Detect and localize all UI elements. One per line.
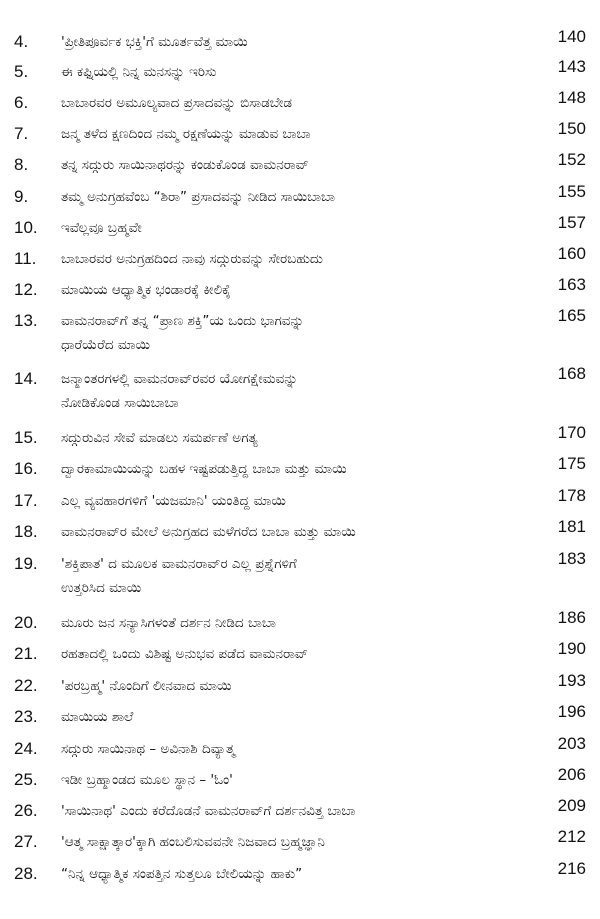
entry-number: 28.: [14, 864, 38, 883]
entry-title: [61, 457, 531, 481]
entry-title: [61, 60, 531, 84]
entry-page-number: 160: [557, 244, 586, 263]
entry-title-line: 'ಪರಬ್ರಹ್ಮ' ನೊಂದಿಗೆ ಲೀನವಾದ ಮಾಯಿ: [61, 678, 232, 694]
entry-page-number: 196: [557, 702, 586, 721]
entry-title: [61, 278, 531, 302]
entry-title-line: 'ಪ್ರೀತಿಪೂರ್ವಕ ಭಕ್ತಿ'ಗೆ ಮೂರ್ತವೆತ್ತ ಮಾಯಿ: [61, 34, 248, 50]
entry-title-line: ಇಡೀ ಬ್ರಹ್ಮಾಂಡದ ಮೂಲ ಸ್ಥಾನ – 'ಓಂ': [61, 772, 233, 788]
entry-page-number: 155: [557, 182, 586, 201]
entry-title: [61, 216, 531, 240]
entry-title: [61, 768, 531, 792]
entry-number: 12.: [14, 280, 38, 299]
entry-title-line: ನೋಡಿಕೊಂಡ ಸಾಯಿಬಾಬಾ: [61, 395, 179, 411]
entry-page-number: 165: [557, 306, 586, 325]
entry-title: [61, 247, 531, 271]
entry-title-line: ವಾಮನರಾವ್‌ಗೆ ತನ್ನ “ಪ್ರಾಣ ಶಕ್ತಿ”ಯ ಒಂದು ಭಾಗವನ್ನು: [61, 313, 305, 329]
entry-number: 5.: [14, 62, 29, 81]
entry-title: [61, 705, 531, 729]
entry-page-number: 150: [557, 119, 586, 138]
entry-page-number: 190: [557, 639, 586, 658]
entry-number: 8.: [14, 155, 29, 174]
entry-title: [61, 830, 531, 854]
entry-title-line: ತಮ್ಮ ಅನುಗ್ರಹವೆಂಬ “ಶಿರಾ” ಪ್ರಸಾದವನ್ನು ನೀಡಿದ ಸಾಯಿಬಾಬಾ: [61, 189, 336, 205]
entry-number: 14.: [14, 369, 38, 388]
entry-number: 25.: [14, 770, 38, 789]
entry-title: [61, 552, 531, 600]
entry-title-line: ಬಾಬಾರವರ ಅನುಗ್ರಹದಿಂದ ನಾವು ಸದ್ಗುರುವನ್ನು ಸೇರಬಹುದು: [61, 251, 323, 267]
entry-title-line: ಧಾರೆಯೆರೆದ ಮಾಯಿ: [61, 337, 150, 353]
entry-title: [61, 30, 531, 54]
entry-number: 27.: [14, 832, 38, 851]
entry-title-line: ಇವೆಲ್ಲವೂ ಬ್ರಹ್ಮವೇ: [61, 220, 142, 236]
entry-title: [61, 737, 531, 761]
entry-title: [61, 642, 531, 666]
entry-number: 26.: [14, 801, 38, 820]
entry-page-number: 203: [557, 734, 586, 753]
entry-number: 11.: [14, 249, 37, 268]
entry-page-number: 186: [557, 608, 586, 627]
entry-title-line: ಎಲ್ಲ ವ್ಯವಹಾರಗಳಿಗೆ 'ಯಜಮಾನಿ' ಯಂತಿದ್ದ ಮಾಯಿ: [61, 493, 286, 509]
entry-title: [61, 862, 531, 886]
entry-title-line: ಜನ್ಮ ತಳೆದ ಕ್ಷಣದಿಂದ ನಮ್ಮ ರಕ್ಷಣೆಯನ್ನು ಮಾಡುವ ಬಾಬಾ: [61, 126, 311, 142]
entry-page-number: 163: [557, 275, 586, 294]
entry-number: 15.: [14, 428, 38, 447]
entry-number: 4.: [14, 32, 29, 51]
entry-title-line: ಸದ್ಗುರು ಸಾಯಿನಾಥ – ಅವಿನಾಶಿ ದಿವ್ಯಾತ್ಮ: [61, 741, 236, 757]
entry-page-number: 140: [557, 27, 586, 46]
entry-title-line: 'ಸಾಯಿನಾಥ' ಎಂದು ಕರೆದೊಡನೆ ವಾಮನರಾವ್‌ಗೆ ದರ್ಶನವಿತ್ತ ಬಾಬಾ: [61, 803, 356, 819]
entry-number: 16.: [14, 459, 38, 478]
entry-page-number: 183: [557, 549, 586, 568]
entry-number: 23.: [14, 707, 38, 726]
entry-title-line: ತನ್ನ ಸದ್ಗುರು ಸಾಯಿನಾಥರನ್ನು ಕಂಡುಕೊಂಡ ವಾಮನರಾವ್: [61, 157, 309, 173]
entry-page-number: 148: [557, 88, 586, 107]
entry-title-line: ಬಾಬಾರವರ ಅಮೂಲ್ಯವಾದ ಪ್ರಸಾದವನ್ನು ಬಿಸಾಡಬೇಡ: [61, 95, 292, 111]
entry-title: [61, 367, 531, 415]
entry-page-number: 212: [557, 827, 586, 846]
entry-title: [61, 309, 531, 357]
entry-number: 22.: [14, 676, 38, 695]
entry-title-line: ವಾಮನರಾವ್‌ರ ಮೇಲೆ ಅನುಗ್ರಹದ ಮಳೆಗರೆದ ಬಾಬಾ ಮತ್ತು ಮಾಯಿ: [61, 524, 356, 540]
entry-page-number: 206: [557, 765, 586, 784]
entry-number: 18.: [14, 522, 38, 541]
entry-title-line: ಈ ಕಫ್ನಿಯಲ್ಲಿ ನಿನ್ನ ಮನಸನ್ನು ಇರಿಸು: [61, 64, 217, 80]
entry-title-line: 'ಶಕ್ತಿಪಾತ' ದ ಮೂಲಕ ವಾಮನರಾವ್‌ರ ಎಲ್ಲ ಪ್ರಶ್ನೆಗಳಿಗೆ: [61, 556, 297, 572]
entry-page-number: 193: [557, 671, 586, 690]
entry-title: [61, 91, 531, 115]
entry-title: [61, 489, 531, 513]
entry-title-line: ಮಾಯಿಯ ಶಾಲೆ: [61, 709, 134, 725]
entry-page-number: 168: [557, 364, 586, 383]
entry-title: [61, 122, 531, 146]
entry-title-line: ಮಾಯಿಯ ಆಧ್ಯಾತ್ಮಿಕ ಭಂಡಾರಕ್ಕೆ ಕೀಲಿಕೈ: [61, 282, 232, 298]
entry-number: 17.: [14, 491, 38, 510]
entry-title-line: “ನಿನ್ನ ಆಧ್ಯಾತ್ಮಿಕ ಸಂಪತ್ತಿನ ಸುತ್ತಲೂ ಬೇಲಿಯನ್ನು ಹಾಕು”: [61, 866, 303, 882]
entry-title: [61, 426, 531, 450]
entry-title: [61, 611, 531, 635]
entry-number: 19.: [14, 554, 38, 573]
entry-number: 21.: [14, 644, 38, 663]
entry-number: 9.: [14, 187, 29, 206]
entry-number: 20.: [14, 613, 38, 632]
entry-title-line: ಉತ್ತರಿಸಿದ ಮಾಯಿ: [61, 580, 142, 596]
entry-title: [61, 520, 531, 544]
entry-title-line: ಮೂರು ಜನ ಸನ್ಯಾಸಿಗಳಂತೆ ದರ್ಶನ ನೀಡಿದ ಬಾಬಾ: [61, 615, 276, 631]
entry-title-line: 'ಆತ್ಮ ಸಾಕ್ಷಾತ್ಕಾರ'ಕ್ಕಾಗಿ ಹಂಬಲಿಸುವವನೇ ನಿಜವಾದ ಬ್ರಹ್ಮಜ್ಞಾನಿ: [61, 834, 325, 850]
entry-page-number: 143: [557, 57, 586, 76]
entry-title-line: ರಹತಾದಲ್ಲಿ ಒಂದು ವಿಶಿಷ್ಟ ಅನುಭವ ಪಡೆದ ವಾಮನರಾವ್: [61, 646, 308, 662]
entry-number: 24.: [14, 739, 38, 758]
entry-title: [61, 799, 531, 823]
entry-title-line: ದ್ವಾರಕಾಮಾಯಿಯನ್ನು ಬಹಳ ಇಷ್ಟಪಡುತ್ತಿದ್ದ ಬಾಬಾ ಮತ್ತು ಮಾಯಿ: [61, 461, 347, 477]
entry-page-number: 170: [557, 423, 586, 442]
entry-number: 7.: [14, 124, 29, 143]
entry-page-number: 181: [557, 517, 586, 536]
entry-page-number: 216: [557, 859, 586, 878]
entry-title: [61, 185, 531, 209]
entry-title-line: ಸದ್ಗುರುವಿನ ಸೇವೆ ಮಾಡಲು ಸಮರ್ಪಣೆ ಅಗತ್ಯ: [61, 430, 258, 446]
entry-number: 13.: [14, 311, 38, 330]
entry-number: 10.: [14, 218, 38, 237]
entry-page-number: 209: [557, 796, 586, 815]
entry-page-number: 178: [557, 486, 586, 505]
entry-number: 6.: [14, 93, 29, 112]
entry-page-number: 157: [557, 213, 586, 232]
entry-title: [61, 674, 531, 698]
entry-title: [61, 153, 531, 177]
entry-page-number: 152: [557, 150, 586, 169]
entry-title-line: ಜನ್ಮಾಂತರಗಳಲ್ಲಿ ವಾಮನರಾವ್‌ರವರ ಯೋಗಕ್ಷೇಮವನ್ನು: [61, 371, 298, 387]
entry-page-number: 175: [557, 454, 586, 473]
